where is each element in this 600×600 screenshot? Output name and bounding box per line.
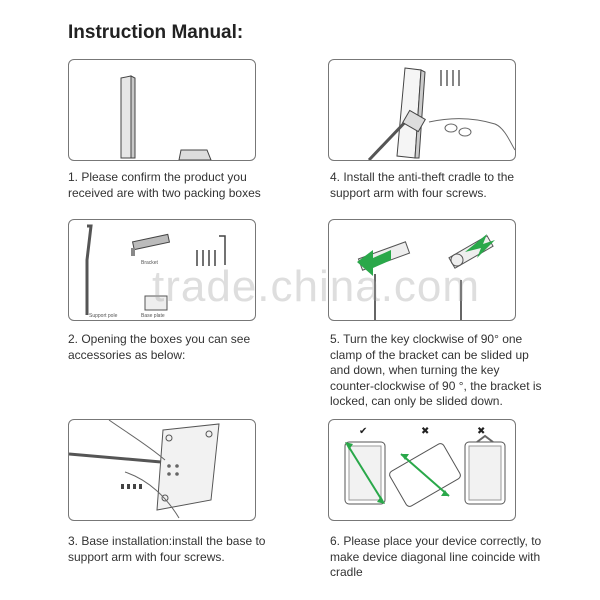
step-2-caption: 2. Opening the boxes you can see accessories as below: xyxy=(68,332,251,362)
watermark: trade.china.com xyxy=(152,262,481,311)
page-title: Instruction Manual: xyxy=(68,22,244,43)
step-3-caption: 3. Base installation:install the base to support arm with four screws. xyxy=(68,534,266,564)
step-1-illustration xyxy=(68,59,256,161)
step-6-caption: 6. Please place your device correctly, to make device diagonal line coincide with cradle xyxy=(330,534,542,579)
step-1-caption: 1. Please confirm the product you received are with two packing boxes xyxy=(68,170,261,200)
svg-text:✖: ✖ xyxy=(421,426,430,437)
step-5-caption: 5. Turn the key clockwise of 90° one clamp of the bracket can be slided up and down, when turning the key counter-clockwise of 90 °, the bracket is locked, can only be slided down. xyxy=(330,332,542,408)
step-4-illustration xyxy=(328,59,516,161)
base-installation-icon xyxy=(69,420,255,520)
step-4-caption: 4. Install the anti-theft cradle to the support arm with four screws. xyxy=(330,170,515,200)
step-6-illustration xyxy=(328,419,516,521)
svg-text:✖: ✖ xyxy=(477,426,486,437)
packing-boxes-icon xyxy=(69,60,255,160)
device-placement-icon xyxy=(329,420,515,520)
step-3-illustration xyxy=(68,419,256,521)
cradle-installation-icon xyxy=(329,60,515,160)
svg-text:Base plate: Base plate xyxy=(141,313,165,319)
svg-text:✔: ✔ xyxy=(359,426,368,437)
svg-text:Bracket: Bracket xyxy=(141,260,158,266)
svg-text:Support pole: Support pole xyxy=(89,313,118,319)
